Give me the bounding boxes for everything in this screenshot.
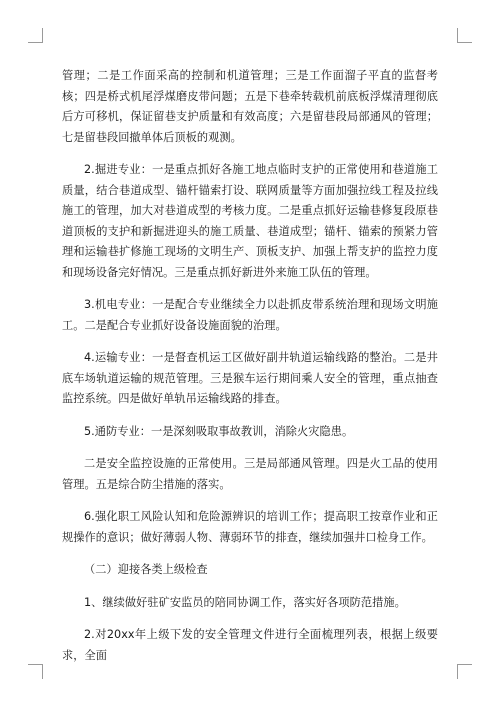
paragraph-ventilation-cont: 二是安全监控设施的正常使用。三是局部通风管理。四是火工品的使用管理。五是综合防尘措施的落实。 [62,457,438,491]
document-body [62,66,438,678]
paragraph-training: 6.强化职工风险认知和危险源辨识的培训工作；提高职工按章作业和正规操作的意识；做好薄弱人物、薄弱环节的排查，继续加强井口检身工作。 [62,510,438,544]
crop-mark-bottom-right [457,664,472,679]
paragraph-inspection-1: 1、继续做好驻矿安监员的陪同协调工作，落实好各项防范措施。 [84,595,406,609]
paragraph-electromechanical: 3.机电专业：一是配合专业继续全力以赴抓皮带系统治理和现场文明施工。二是配合专业抓好设备设施面貌的治理。 [62,298,438,332]
paragraph-tunneling: 2.掘进专业：一是重点抓好各施工地点临时支护的正常使用和巷道施工质量，结合巷道成型、锚杆锚索打设、联网质量等方面加强拉线工程及拉线施工的管理，加大对巷道成型的考核力度。二是重点抓好运输巷修复段原巷道顶板的支护和新掘进迎头的施工质量、巷道成型；锚杆、锚索的预紧力管理和运输巷扩修施工现场的文明生产、顶板支护、加强上帮支护的监控力度和现场设备完好情况。三是重点抓好新进外来施工队伍的管理。 [62,163,438,279]
paragraph-continuation: 管理；二是工作面采高的控制和机道管理；三是工作面溜子平直的监督考核；四是桥式机尾浮煤磨皮带问题；五是下巷牵转载机前底板浮煤清理彻底后方可移机，保证留巷支护质量和有效高度；六是留巷段局部通风的管理；七是留巷段回撤单体后顶板的观测。 [62,69,438,144]
paragraph-inspection-2: 2.对20xx年上级下发的安全管理文件进行全面梳理列表，根据上级要求，全面 [62,628,438,662]
crop-mark-top-left [28,28,43,43]
paragraph-ventilation: 5.通防专业：一是深刻吸取事故教训，消除火灾隐患。 [84,424,354,438]
crop-mark-bottom-left [28,664,43,679]
paragraph-transport: 4.运输专业：一是督查机运工区做好副井轨道运输线路的整治。二是井底车场轨道运输的规范管理。三是猴车运行期间乘人安全的管理，重点抽查监控系统。四是做好单轨吊运输线路的排查。 [62,351,438,405]
section-heading-inspections: （二）迎接各类上级检查 [84,563,208,576]
crop-mark-top-right [457,28,472,43]
